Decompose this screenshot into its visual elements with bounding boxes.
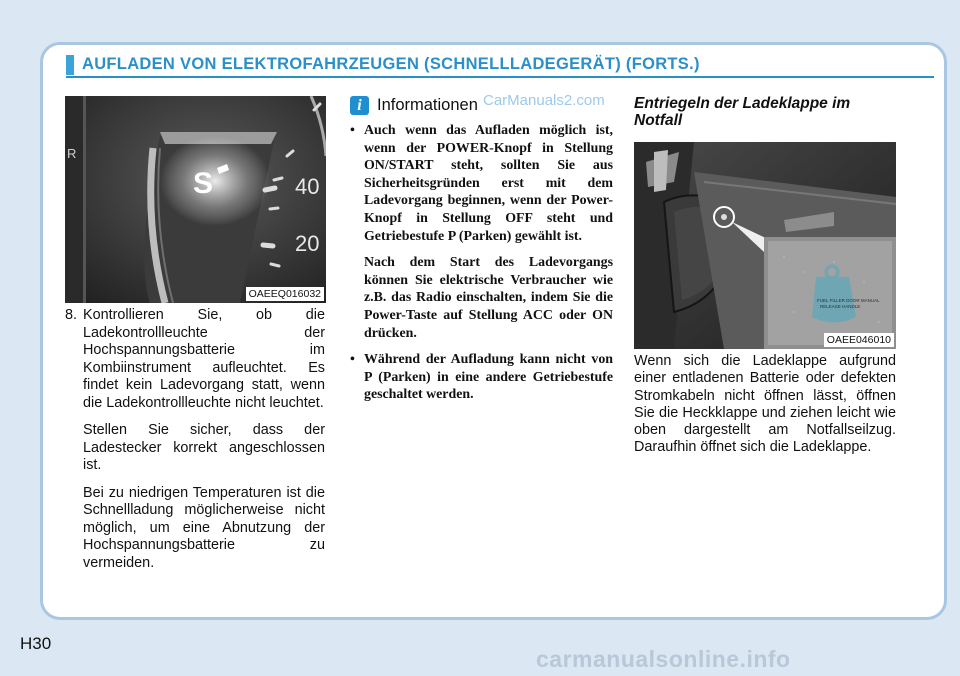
trunk-release-image — [634, 142, 896, 349]
figure-code: OAEE046010 — [824, 333, 894, 347]
instrument-cluster-image — [65, 96, 326, 303]
step-8-text: Kontrollieren Sie, ob die Ladekontrollleuchte der Hochspannungsbatterie im Kombiinstrument aufleuchtet. Es findet kein Ladevorgang statt, wenn die Ladekontrollleuchte nicht leuchtet. — [83, 307, 325, 411]
step-8-note-connector: Stellen Sie sicher, dass der Ladestecker korrekt angeschlossen ist. — [83, 422, 325, 473]
bullet-marker: • — [350, 352, 355, 368]
gauge-20-label: 20 — [295, 231, 320, 256]
watermark-footer: carmanualsonline.info — [536, 646, 791, 672]
gauge-40-label: 40 — [295, 174, 320, 199]
bullet-marker: • — [350, 123, 355, 138]
trunk-release-graphic — [634, 142, 896, 349]
info-content — [350, 122, 613, 404]
section-title: AUFLADEN VON ELEKTROFAHRZEUGEN (SCHNELLLADEGERÄT) (FORTS.) — [82, 55, 700, 73]
emergency-release-title: Entriegeln der Ladeklappe im Notfall — [634, 95, 851, 129]
svg-text:S: S — [193, 167, 214, 200]
info-header — [350, 96, 478, 115]
info-title: Informationen — [377, 96, 478, 114]
step-8-block — [65, 307, 325, 572]
step-8-note-temperature: Bei zu niedrigen Temperaturen ist die Schnellladung möglicherweise nicht möglich, um eine Abnutzung der Hochspannungsbatterie zu vermeiden. — [83, 484, 325, 571]
step-number: 8. — [65, 307, 78, 323]
tag-text-2: RELEASE HANDLE — [820, 304, 861, 309]
page-number: H30 — [20, 634, 52, 653]
watermark-top: CarManuals2.com — [483, 92, 605, 109]
title-accent-bar — [66, 55, 74, 75]
info-bullet-1: Auch wenn das Aufladen möglich ist, wenn der POWER-Knopf in Stellung ON/START steht, sollten Sie aus Sicherheitsgründen erst mit dem Ladevorgang beginnen, wenn der Power-Knopf in Stellung OFF steht und Getriebestufe P (Parken) gewählt ist. — [364, 123, 613, 244]
instrument-cluster-graphic — [65, 96, 326, 303]
figure-code: OAEEQ016032 — [246, 287, 324, 301]
emergency-release-text — [634, 353, 896, 457]
info-bullet-1-continued: Nach dem Start des Ladevorgangs können Sie elektrische Verbraucher wie z.B. das Radio einschalten, indem Sie die Power-Taste auf Stellung ACC oder ON drücken. — [364, 255, 613, 341]
emergency-release-paragraph: Wenn sich die Ladeklappe aufgrund einer entladenen Batterie oder defekten Stromkabeln nicht öffnen lässt, öffnen Sie die Heckklappe und ziehen leicht wie oben dargestellt am Notfallseilzug. Daraufhin öffnet sich die Ladeklappe. — [634, 353, 896, 456]
title-underline — [66, 76, 934, 78]
info-bullet-2: Während der Aufladung kann nicht von P (Parken) in eine andere Getriebestufe geschaltet werden. — [364, 352, 613, 403]
gear-r-label: R — [67, 146, 77, 161]
info-icon: i — [350, 96, 369, 115]
tag-text-1: FUEL FILLER DOOR MANUAL — [817, 298, 880, 303]
